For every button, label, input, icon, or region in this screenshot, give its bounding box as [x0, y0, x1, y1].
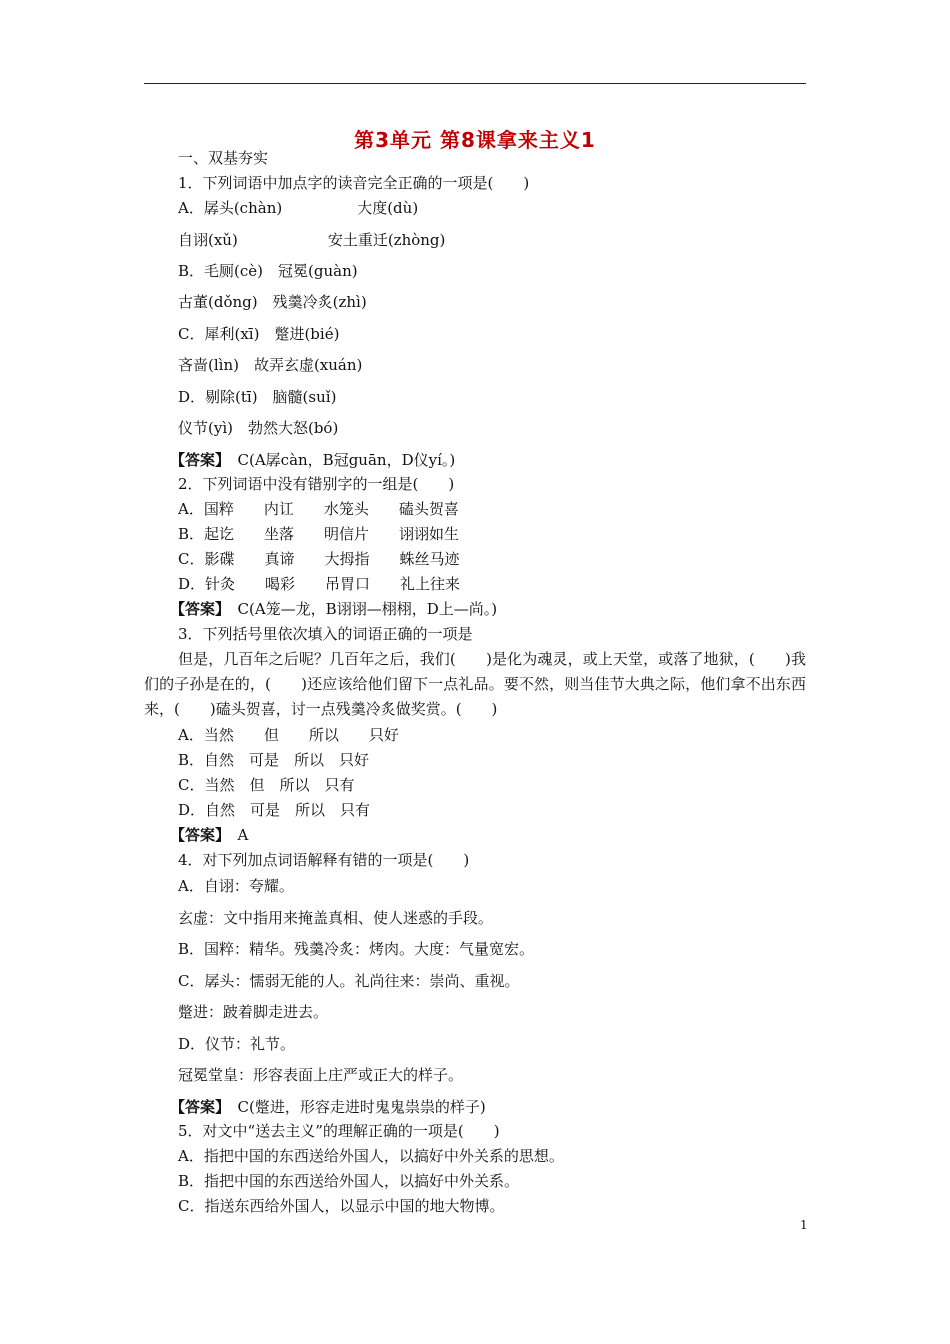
answer-label: 【答案】 — [170, 1098, 223, 1116]
section-heading: 一、双基夯实 — [178, 149, 269, 167]
q1-stem: 1．下列词语中加点字的读音完全正确的一项是( ) — [178, 174, 530, 192]
page-number: 1 — [800, 1218, 808, 1232]
q1-option-a-line1: A．孱头(chàn) 大度(dù) — [178, 199, 419, 217]
q2-option-a: A．国粹 内讧 水笼头 磕头贺喜 — [178, 500, 459, 518]
q5-option-a: A．指把中国的东西送给外国人，以搞好中外关系的思想。 — [178, 1147, 564, 1165]
answer-label: 【答案】 — [170, 826, 223, 844]
answer-label: 【答案】 — [170, 451, 223, 469]
page-title: 第3单元 第8课拿来主义1 — [354, 128, 596, 152]
q1-option-b-line1: B．毛厕(cè) 冠冕(guàn) — [178, 262, 358, 280]
answer-label: 【答案】 — [170, 600, 223, 618]
q2-option-b: B．起讫 坐落 明信片 诩诩如生 — [178, 525, 460, 543]
q1-option-c-line1: C．犀利(xī) 蹩进(bié) — [178, 325, 340, 343]
q1-option-d-line1: D．剔除(tī) 脑髓(suǐ) — [178, 388, 337, 406]
answer-text: C(A孱càn，B冠guān，D仪yí。) — [222, 451, 456, 469]
q2-answer — [170, 599, 497, 619]
q3-option-d: D．自然 可是 所以 只有 — [178, 801, 371, 819]
q1-option-b-line2: 古董(dǒng) 残羹冷炙(zhì) — [178, 293, 367, 311]
q4-option-c-line1: C．孱头：懦弱无能的人。礼尚往来：崇尚、重视。 — [178, 972, 520, 990]
q3-option-a: A．当然 但 所以 只好 — [178, 726, 399, 744]
q4-option-a-line1: A．自诩：夸耀。 — [178, 877, 294, 895]
q4-option-b: B．国粹：精华。残羹冷炙：烤肉。大度：气量宽宏。 — [178, 940, 535, 958]
q3-option-b: B．自然 可是 所以 只好 — [178, 751, 370, 769]
q4-option-c-line2: 蹩进：跛着脚走进去。 — [178, 1003, 329, 1021]
q4-option-a-line2: 玄虚：文中指用来掩盖真相、使人迷惑的手段。 — [178, 909, 494, 927]
answer-text: C(A笼—龙，B诩诩—栩栩，D上—尚。) — [222, 600, 498, 618]
q2-option-c: C．影碟 真谛 大拇指 蛛丝马迹 — [178, 550, 460, 568]
q3-passage: 但是，几百年之后呢？几百年之后，我们( )是化为魂灵，或上天堂，或落了地狱，( )我们的子孙是在的，( )还应该给他们留下一点礼品。要不然，则当佳节大典之际，他们拿不出东西来，( )磕头贺喜，讨一点残羹冷炙做奖赏。( ) — [144, 650, 806, 718]
q2-option-d: D．针灸 喝彩 吊胃口 礼上往来 — [178, 575, 461, 593]
q5-option-c: C．指送东西给外国人，以显示中国的地大物博。 — [178, 1197, 505, 1215]
q5-option-b: B．指把中国的东西送给外国人，以搞好中外关系。 — [178, 1172, 520, 1190]
answer-text: A — [222, 826, 249, 844]
q2-stem: 2．下列词语中没有错别字的一组是( ) — [178, 475, 455, 493]
q3-answer — [170, 825, 248, 845]
q4-stem: 4．对下列加点词语解释有错的一项是( ) — [178, 851, 470, 869]
q4-option-d-line1: D．仪节：礼节。 — [178, 1035, 296, 1053]
q3-stem: 3．下列括号里依次填入的词语正确的一项是 — [178, 625, 473, 643]
q1-option-a-line2: 自诩(xǔ) 安土重迁(zhòng) — [178, 231, 446, 249]
q1-option-c-line2: 吝啬(lìn) 故弄玄虚(xuán) — [178, 356, 363, 374]
header-rule — [144, 83, 806, 84]
q1-option-d-line2: 仪节(yì) 勃然大怒(bó) — [178, 419, 339, 437]
q3-option-c: C．当然 但 所以 只有 — [178, 776, 355, 794]
q5-stem: 5．对文中“送去主义”的理解正确的一项是( ) — [178, 1122, 500, 1140]
q4-option-d-line2: 冠冕堂皇：形容表面上庄严或正大的样子。 — [178, 1066, 464, 1084]
q1-answer — [170, 450, 455, 470]
answer-text: C(蹩进，形容走进时鬼鬼祟祟的样子) — [222, 1098, 486, 1116]
q4-answer — [170, 1097, 486, 1117]
